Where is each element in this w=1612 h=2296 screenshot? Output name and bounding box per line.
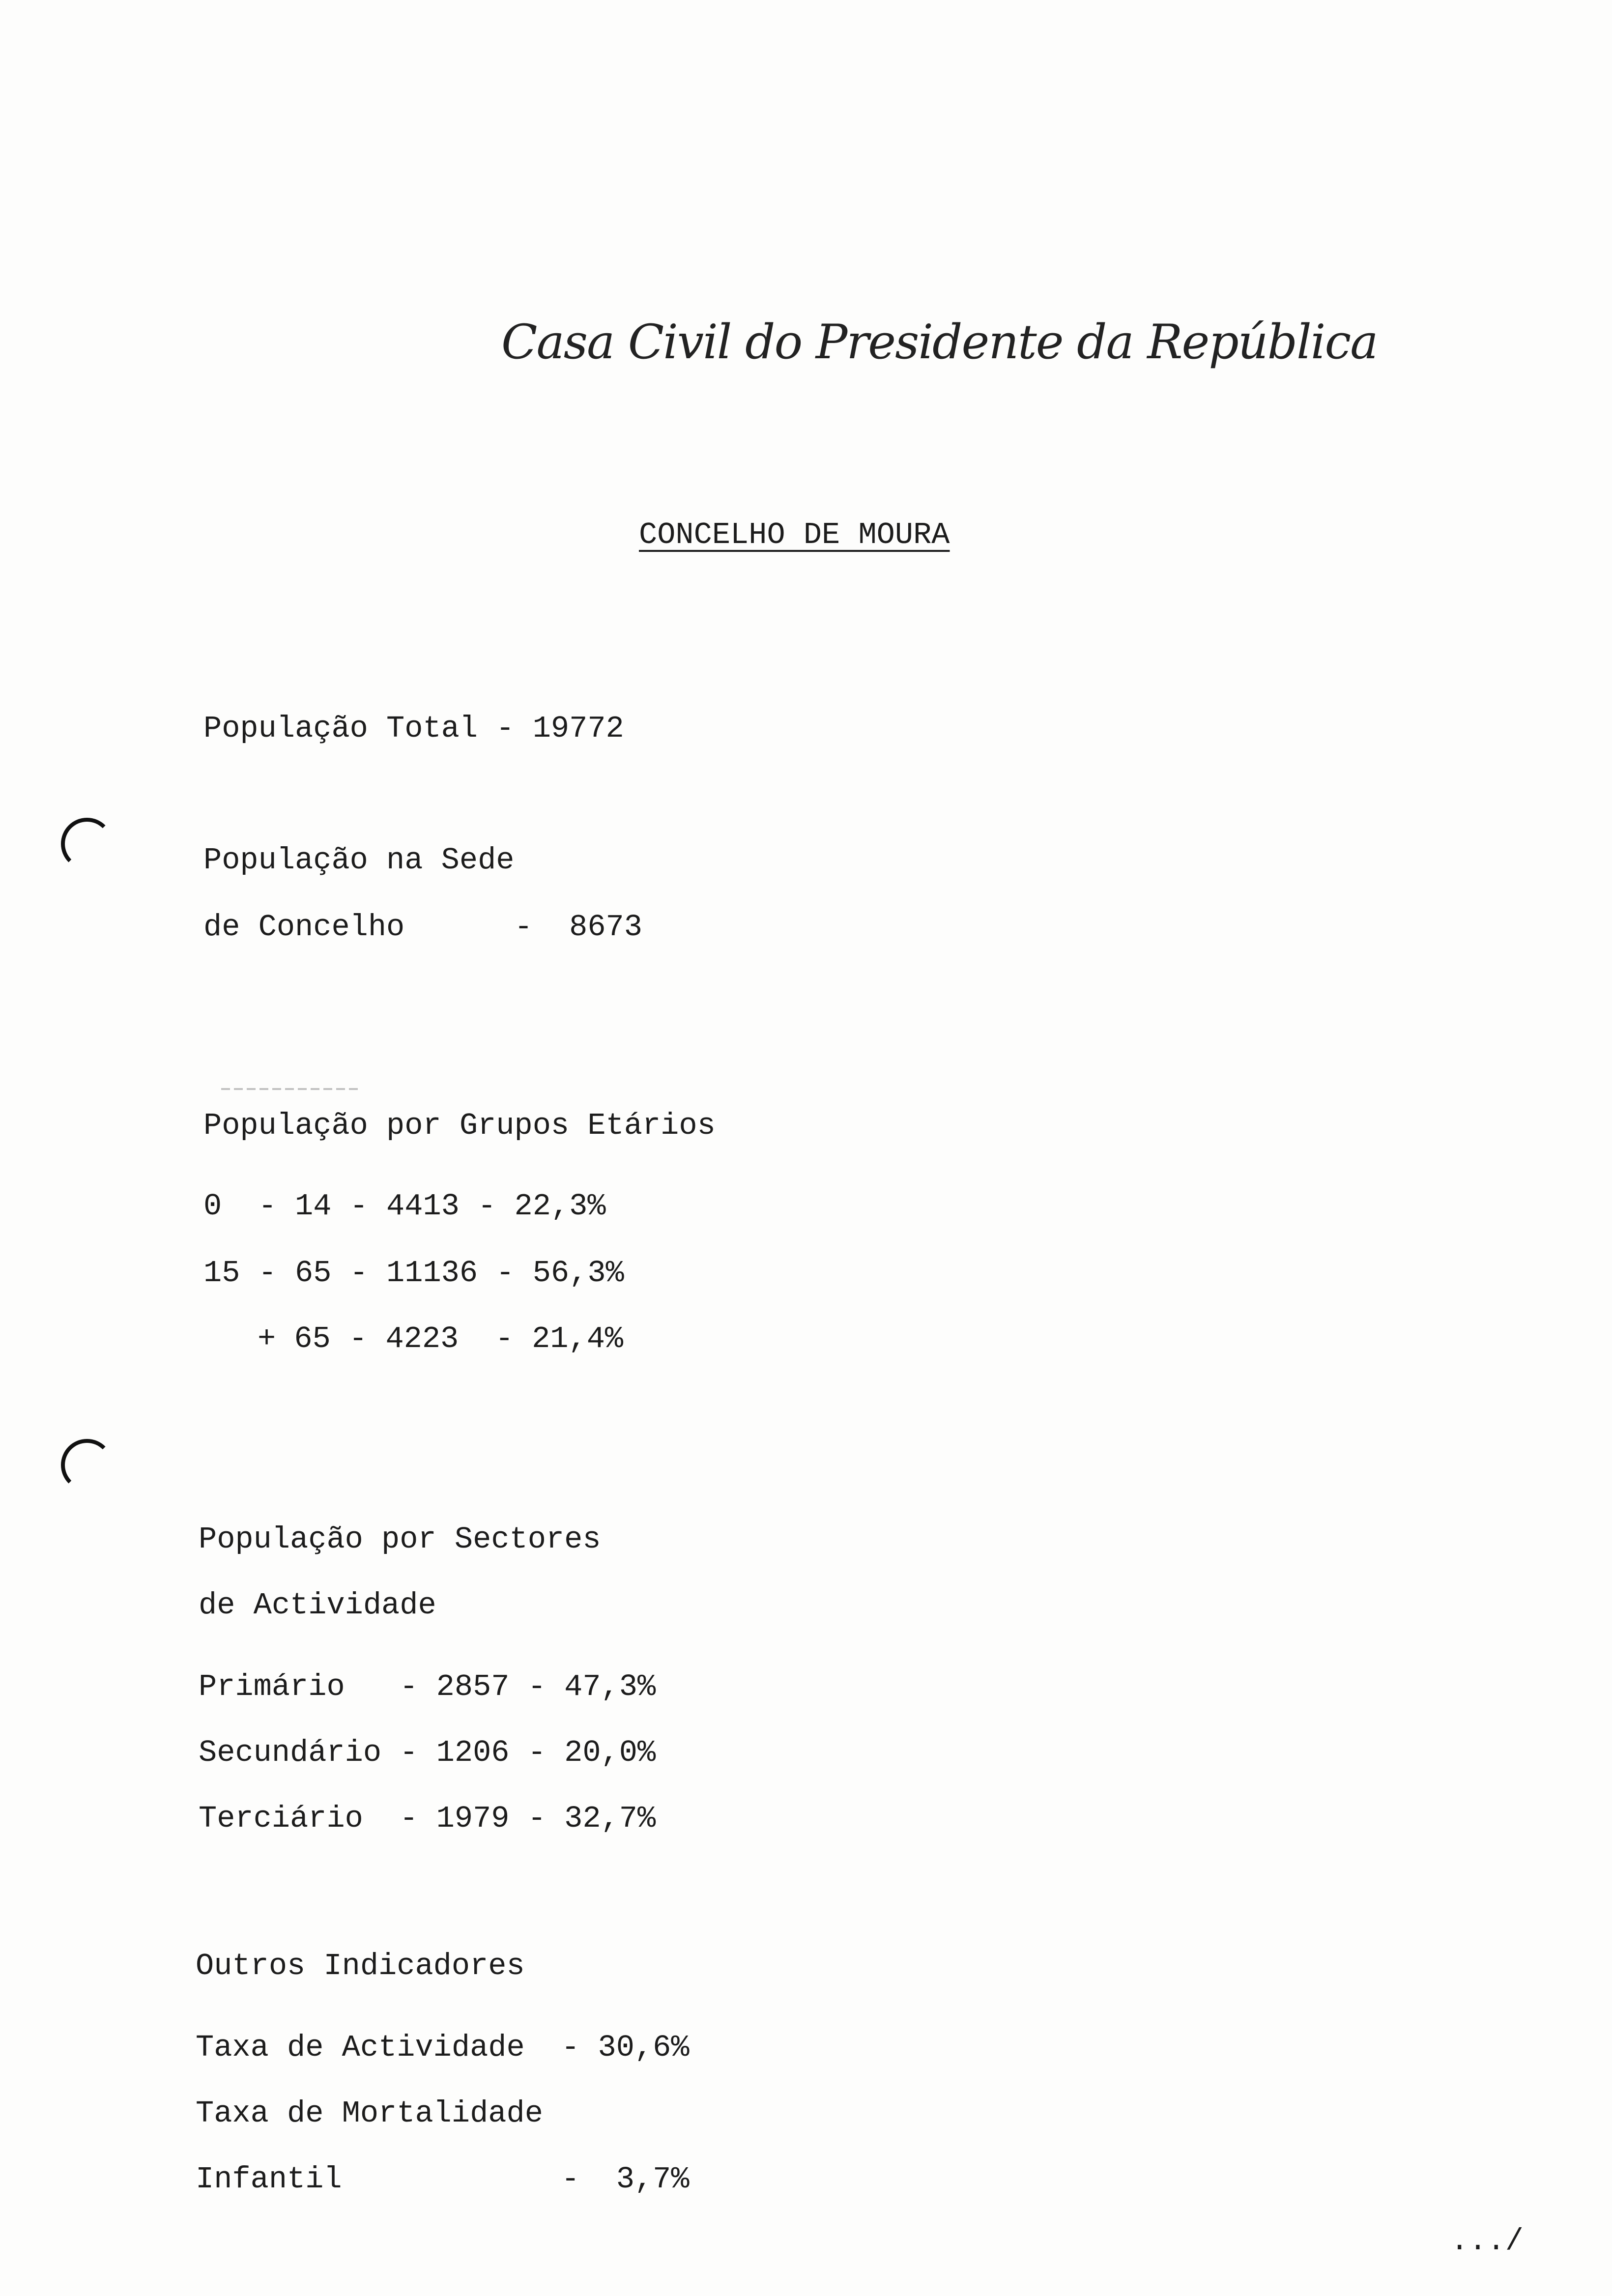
- sector-secondary: Secundário - 1206 - 20,0%: [199, 1735, 656, 1770]
- mortality-rate-label: Taxa de Mortalidade: [196, 2096, 543, 2131]
- sector-tertiary: Terciário - 1979 - 32,7%: [199, 1801, 656, 1836]
- sectors-header-line-1: População por Sectores: [199, 1522, 601, 1557]
- population-seat-label: População na Sede: [203, 843, 515, 878]
- document-title: CONCELHO DE MOURA: [639, 517, 950, 552]
- sector-primary: Primário - 2857 - 47,3%: [199, 1669, 656, 1704]
- letterhead: Casa Civil do Presidente da República: [501, 315, 1378, 370]
- sectors-header-line-2: de Actividade: [199, 1588, 436, 1623]
- population-total: População Total - 19772: [203, 711, 624, 746]
- activity-rate: Taxa de Actividade - 30,6%: [196, 2030, 690, 2065]
- age-groups-header: População por Grupos Etários: [203, 1108, 716, 1143]
- other-indicators-header: Outros Indicadores: [196, 1949, 525, 1983]
- age-group-15-65: 15 - 65 - 11136 - 56,3%: [203, 1256, 624, 1291]
- age-group-0-14: 0 - 14 - 4413 - 22,3%: [203, 1189, 606, 1224]
- population-seat-value: de Concelho - 8673: [203, 910, 642, 945]
- age-group-65-plus: + 65 - 4223 - 21,4%: [258, 1321, 624, 1356]
- scan-artifact: [221, 1088, 359, 1090]
- punch-hole-mark: [61, 818, 113, 870]
- continuation-mark: .../: [1450, 2224, 1524, 2259]
- infant-mortality-value: Infantil - 3,7%: [196, 2162, 690, 2197]
- punch-hole-mark: [61, 1439, 113, 1491]
